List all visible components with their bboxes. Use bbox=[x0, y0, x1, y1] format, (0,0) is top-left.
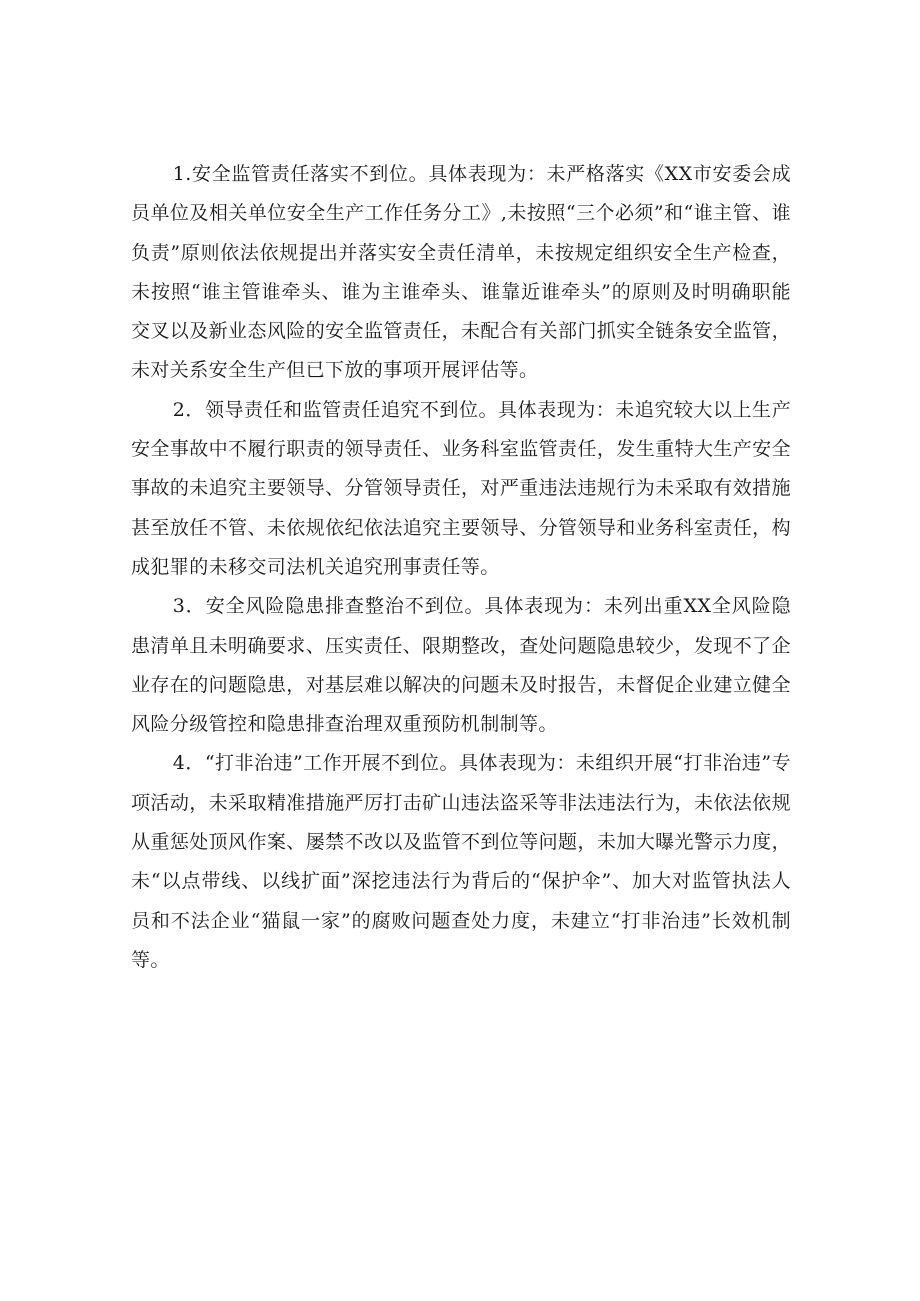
paragraph-4: 4．“打非治违”工作开展不到位。具体表现为：未组织开展“打非治违”专项活动，未采取精准措施严厉打击矿山违法盗采等非法违法行为，未依法依规从重惩处顶风作案、屡禁不改以及监管不到位等问题，未加大曝光警示力度，未“以点带线、以线扩面”深挖违法行为背后的“保护伞”、加大对监管执法人员和不法企业“猫鼠一家”的腐败问题查处力度，未建立“打非治违”长效机制等。 bbox=[131, 752, 791, 971]
paragraph-1: 1.安全监管责任落实不到位。具体表现为：未严格落实《XX市安委会成员单位及相关单位安全生产工作任务分工》,未按照“三个必须”和“谁主管、谁负责”原则依法依规提出并落实安全责任清单，未按规定组织安全生产检查，未按照“谁主管谁牵头、谁为主谁牵头、谁靠近谁牵头”的原则及时明确职能交叉以及新业态风险的安全监管责任，未配合有关部门抓实全链条安全监管，未对关系安全生产但已下放的事项开展评估等。 bbox=[131, 163, 791, 382]
paragraph-3: 3．安全风险隐患排查整治不到位。具体表现为：未列出重XX全风险隐患清单且未明确要求、压实责任、限期整改，查处问题隐患较少，发现不了企业存在的问题隐患，对基层难以解决的问题未及时报告，未督促企业建立健全风险分级管控和隐患排查治理双重预防机制制等。 bbox=[131, 595, 791, 736]
paragraph-2: 2．领导责任和监管责任追究不到位。具体表现为：未追究较大以上生产安全事故中不履行职责的领导责任、业务科室监管责任，发生重特大生产安全事故的未追究主要领导、分管领导责任，对严重违法违规行为未采取有效措施甚至放任不管、未依规依纪依法追究主要领导、分管领导和业务科室责任，构成犯罪的未移交司法机关追究刑事责任等。 bbox=[131, 398, 791, 578]
document-body bbox=[131, 155, 791, 980]
